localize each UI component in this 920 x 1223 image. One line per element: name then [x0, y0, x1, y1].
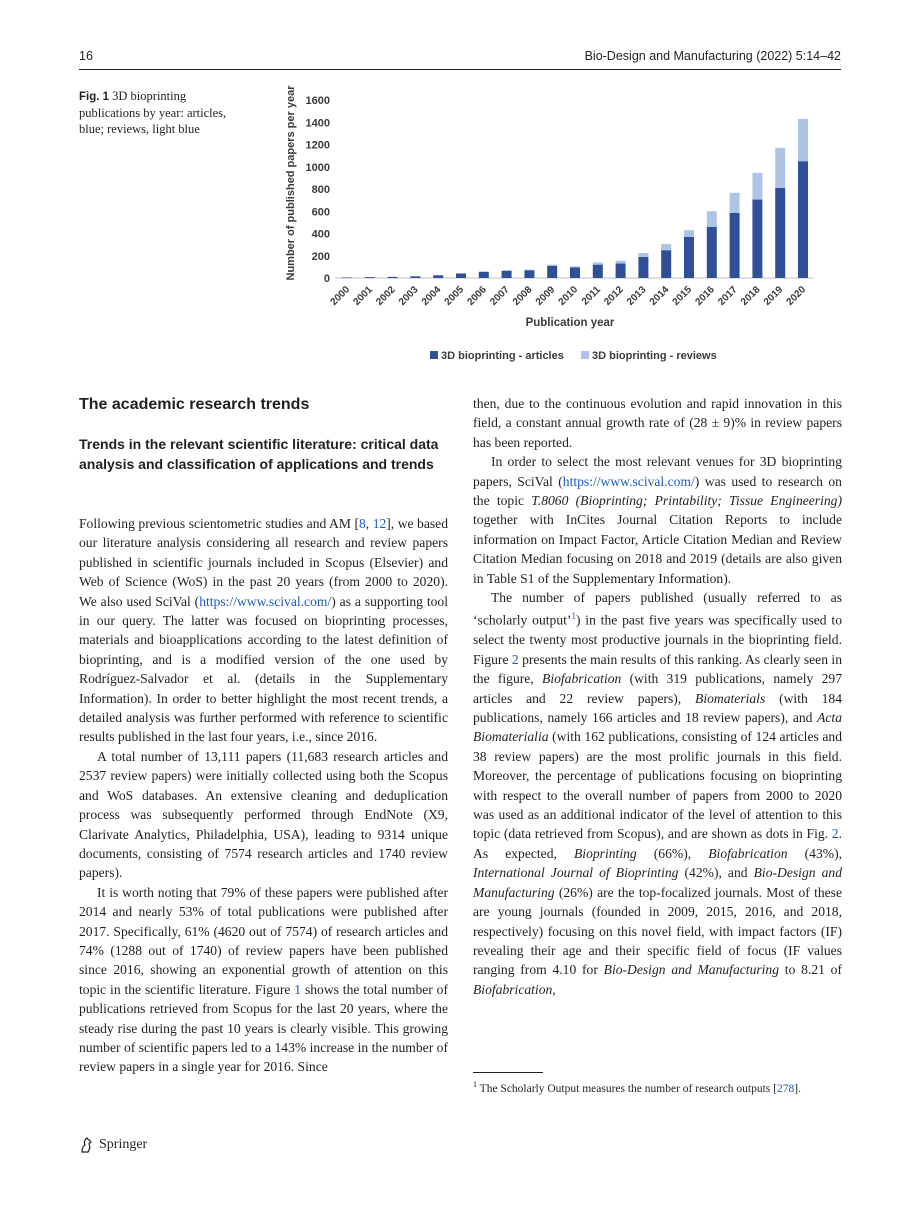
bar-articles-2018: [752, 200, 762, 278]
running-head: Bio-Design and Manufacturing (2022) 5:14–42: [584, 49, 841, 63]
figure-caption: [79, 88, 249, 137]
x-tick-label: 2019: [761, 284, 786, 308]
right-column: [473, 394, 842, 999]
bar-articles-2019: [775, 188, 785, 278]
bar-reviews-2015: [684, 230, 694, 237]
bar-articles-2017: [730, 213, 740, 278]
x-tick-label: 2002: [374, 284, 398, 308]
subsection-heading: Trends in the relevant scientific literature: critical data analysis and classification of applications and trends: [79, 436, 439, 472]
legend-label-reviews: 3D bioprinting - reviews: [592, 350, 717, 362]
bar-articles-2013: [638, 257, 648, 278]
x-tick-label: 2012: [602, 284, 626, 308]
section-heading: The academic research trends: [79, 396, 310, 413]
y-tick-label: 800: [311, 184, 330, 196]
y-tick-label: 1600: [305, 95, 330, 107]
x-tick-label: 2001: [351, 284, 375, 308]
citation-link[interactable]: 278: [777, 1082, 795, 1095]
x-tick-label: 2013: [625, 284, 649, 308]
x-tick-label: 2008: [511, 284, 535, 308]
bar-reviews-2014: [661, 244, 671, 250]
scival-link[interactable]: https://www.scival.com/: [562, 473, 695, 489]
bar-articles-2004: [433, 275, 443, 278]
publications-bar-chart: [280, 85, 809, 371]
bar-reviews-2011: [593, 262, 603, 264]
bar-articles-2002: [388, 277, 398, 278]
bar-articles-2006: [479, 272, 489, 278]
figure-link[interactable]: 1: [294, 981, 302, 997]
bar-reviews-2010: [570, 266, 580, 267]
figure-caption-text: 3D bioprinting publications by year: articles, blue; reviews, light blue: [79, 89, 227, 136]
left-paragraph-3: It is worth noting that 79% of these papers were published after 2014 and nearly 53% of total publications were published after 2017. Specifically, 61% (4620 out of 7574) of research articles and 74% (1288 out of 1740) of review papers have been published since 2016, showing an exponential growth of attention on this topic in the scientific literature. Figure 1 shows the total number of publications retrieved from Scopus for the last 20 years, where the steady rise during the past 10 years is clearly visible. This growing number of scientific papers led to a 143% increase in the number of review papers in a single year for 2016. Since: [79, 884, 448, 1075]
y-tick-label: 600: [311, 206, 330, 219]
publisher-footer: [79, 1137, 147, 1153]
bar-articles-2008: [524, 270, 534, 278]
right-paragraph-1: then, due to the continuous evolution and rapid innovation in this field, a constant annual growth rate of (28 ± 9)% in review papers has been reported.: [473, 396, 842, 450]
y-tick-label: 200: [311, 250, 330, 263]
bar-articles-2000: [342, 277, 352, 278]
left-paragraph-1: Following previous scientometric studies and AM [8, 12], we based our literature analysis considering all research and review papers published in scientific journals included in Scopus (Elsevier) and Web of Science (WoS) in the past 20 years (from 2000 to 2020). We also used SciVal (https://www.scival.com/) as a supporting tool in our query. The latter was focused on bioprinting processes, materials and bioapplications according to the latest definition of bioprinting, and is a modified version of the one used by Rodríguez-Salvador et al. (details in the Supplementary Information). In order to better highlight the most recent trends, a detailed analysis was further performed with reference to scientific results published in the last four years, i.e., since 2016.: [79, 516, 449, 745]
x-tick-label: 2003: [397, 284, 421, 308]
bar-articles-2009: [547, 266, 557, 278]
bar-articles-2007: [502, 271, 512, 278]
y-axis-title-group: [285, 85, 297, 281]
bar-reviews-2017: [730, 193, 740, 213]
bar-articles-2010: [570, 267, 580, 278]
bar-reviews-2006: [479, 271, 489, 272]
bar-articles-2011: [593, 265, 603, 278]
header-rule: [79, 69, 841, 70]
publisher-name: Springer: [99, 1137, 148, 1152]
bar-articles-2005: [456, 274, 466, 278]
bar-articles-2016: [707, 227, 717, 278]
bar-reviews-2013: [638, 253, 648, 257]
bar-articles-2014: [661, 250, 671, 278]
x-tick-label: 2017: [716, 284, 740, 308]
bar-articles-2015: [684, 237, 694, 278]
chart-legend: [430, 350, 717, 362]
footnote: $^1$ The Scholarly Output measures the number of research outputs [278].: [473, 1080, 801, 1095]
bar-articles-2003: [410, 276, 420, 278]
x-tick-label: 2020: [784, 284, 809, 308]
citation-link[interactable]: 8: [358, 516, 366, 531]
x-tick-label: 2005: [442, 284, 467, 308]
bar-articles-2001: [365, 277, 375, 278]
y-tick-label: 0: [323, 273, 330, 285]
x-tick-label: 2014: [647, 284, 672, 308]
bars-group: [342, 119, 808, 278]
x-axis-title: Publication year: [525, 317, 615, 329]
bar-reviews-2007: [502, 270, 512, 271]
x-tick-label: 2004: [419, 284, 444, 308]
x-tick-label: 2009: [533, 284, 558, 308]
footnote-rule: [473, 1072, 543, 1073]
bar-articles-2012: [616, 264, 626, 278]
x-axis-ticks: [329, 284, 809, 308]
x-tick-label: 2011: [579, 284, 603, 308]
x-tick-label: 2007: [488, 284, 512, 308]
y-axis-title: Number of published papers per year: [285, 85, 297, 281]
x-tick-label: 2010: [556, 284, 581, 308]
footnote-marker: 1: [473, 1080, 477, 1089]
x-tick-label: 2006: [465, 284, 489, 308]
legend-label-articles: 3D bioprinting - articles: [441, 350, 564, 362]
citation-link[interactable]: 12: [372, 516, 387, 531]
bar-reviews-2016: [707, 211, 717, 227]
y-tick-label: 1400: [305, 117, 330, 130]
figure-link[interactable]: 2: [831, 826, 839, 842]
x-tick-label: 2015: [670, 284, 695, 308]
left-column: [79, 514, 448, 1077]
bar-reviews-2012: [616, 261, 626, 264]
bar-reviews-2020: [798, 119, 808, 161]
springer-horse-icon: [79, 1137, 93, 1153]
scival-link[interactable]: https://www.scival.com/: [199, 593, 332, 609]
y-axis-ticks: [306, 95, 330, 285]
footnote-marker-link[interactable]: 1: [571, 611, 576, 622]
x-tick-label: 2000: [328, 284, 353, 308]
x-tick-label: 2016: [693, 284, 717, 308]
bar-reviews-2008: [524, 270, 534, 271]
left-paragraph-2: A total number of 13,111 papers (11,683 research articles and 2537 review papers) were initially collected using both the Scopus and WoS databases. An extensive cleaning and deduplication process was subsequently performed through EndNote (X9, Clarivate Analytics, Philadelphia, USA), leading to 9314 unique documents, consisting of 7574 research articles and 1740 review papers).: [79, 748, 448, 881]
right-paragraph-3: The number of papers published (usually referred to as ‘scholarly output’$^1$) in the past five years was specifically used to select the twenty most productive journals in the bioprinting field. Figure 2 presents the main results of this ranking. As clearly seen in the figure, Biofabrication (with 319 publications, namely 297 articles and 22 review papers), Biomaterials (with 184 publications, namely 166 articles and 18 review papers), and Acta Biomaterialia (with 162 publications, consisting of 124 articles and 38 review papers) are the most prolific journals in this field. Moreover, the percentage of publications focusing on bioprinting with respect to the overall number of papers from 2000 to 2020 was used as an additional indicator of the level of attention to this topic (data retrieved from Scopus), and are shown as dots in Fig. 2. As expected, Bioprinting (66%), Biofabrication (43%), International Journal of Bioprinting (42%), and Bio-Design and Manufacturing (26%) are the top-focalized journals. Most of these are young journals (founded in 2009, 2015, 2016, and 2018, respectively) focusing on this novel field, with impact factors (IF) revealing their age and their specific field of focus (IF values ranging from 4.10 for Bio-Design and Manufacturing to 8.21 of Biofabrication,: [473, 590, 843, 997]
bar-reviews-2019: [775, 148, 785, 188]
x-tick-label: 2018: [739, 284, 763, 308]
figure-link[interactable]: 2: [511, 651, 519, 667]
y-tick-label: 1000: [305, 161, 330, 174]
right-paragraph-2: In order to select the most relevant venues for 3D bioprinting papers, SciVal (https://www.scival.com/) was used to research on the topic T.8060 (Bioprinting; Printability; Tissue Engineering) together with InCites Journal Citation Reports to include information on Impact Factor, Article Citation Median and Review Citation Median focusing on 2018 and 2019 (details are also given in Table S1 of the Supplementary Information).: [473, 454, 842, 586]
y-tick-label: 1200: [305, 139, 330, 152]
bar-reviews-2009: [547, 265, 557, 266]
bar-reviews-2018: [752, 173, 762, 200]
legend-swatch-reviews: [581, 351, 589, 359]
legend-swatch-articles: [430, 351, 438, 359]
page-number: 16: [79, 49, 93, 63]
figure-label: Fig. 1: [79, 91, 110, 103]
bar-articles-2020: [798, 161, 808, 278]
y-tick-label: 400: [311, 228, 330, 241]
